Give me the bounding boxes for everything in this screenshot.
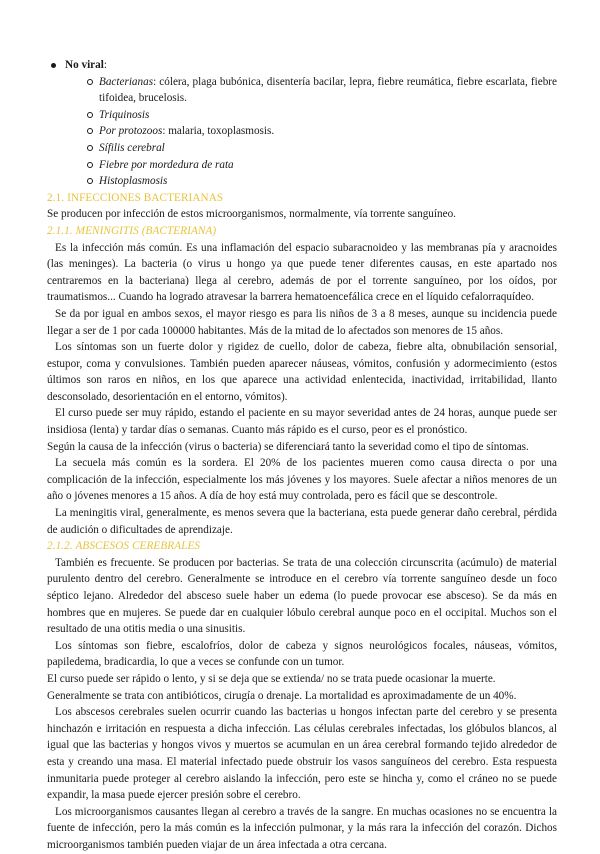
section-intro: Se producen por infección de estos microorganismos, normalmente, vía torrente sanguíneo. [47, 208, 456, 221]
item-name: Histoplasmosis [99, 175, 168, 188]
item-name: Por protozoos [99, 125, 163, 138]
circle-bullet-icon [87, 79, 93, 85]
paragraph: La secuela más común es la sordera. El 20% de los pacientes mueren como causa directa o por una complicación de la infección, especialmente los más jóvenes y los mayores. Suele afectar a niños menores de un año o jóvenes menores a 15 años. A día de hoy está muy controlada, pero es fácil que se descontrole. [47, 457, 557, 503]
document-page [47, 57, 557, 854]
circle-bullet-icon [87, 128, 93, 134]
circle-bullet-icon [87, 178, 93, 184]
sublist [65, 74, 557, 190]
item-name: Fiebre por mordedura de rata [99, 158, 234, 171]
circle-bullet-icon [87, 112, 93, 118]
item-detail: : cólera, plaga bubónica, disentería bacilar, lepra, fiebre reumática, fiebre escarlata, fiebre tifoidea, brucelosis. [99, 75, 557, 105]
list-label: No viral [65, 59, 104, 71]
list-label-colon: : [103, 59, 107, 71]
paragraph: Los abscesos cerebrales suelen ocurrir cuando las bacterias u hongos infectan parte del cerebro y se presenta hinchazón e irritación en respuesta a dicha infección. Las células cerebrales infectadas, los glóbulos blancos, al igual que las bacterias y hongos vivos y muertos se acumulan en un área cerebral formando tejido alrededor de esta y creando una masa. El material infectado puede obstruir los vasos sanguíneos del cerebro. Esta respuesta inmunitaria puede proteger al cerebro aislando la infección, pero este se hincha y, como el cráneo no se puede expandir, la masa puede ejercer presión sobre el cerebro. [47, 706, 557, 802]
cause-list [47, 57, 557, 190]
circle-bullet-icon [87, 162, 93, 168]
paragraph: Los microorganismos causantes llegan al cerebro a través de la sangre. En muchas ocasiones no se encuentra la fuente de infección, pero la más común es la infección pulmonar, y la más rara la infección del corazón. Dichos microorganismos también pueden viajar de un área infectada a otra cercana. [47, 805, 557, 851]
bullet-icon [51, 63, 56, 68]
paragraph: También es frecuente. Se producen por bacterias. Se trata de una colección circunscrita (acúmulo) de material purulento dentro del cerebro. Generalmente se introduce en el cerebro vía torrente sanguíneo desde un foco séptico lejano. Alrededor del absceso suele haber un edema (lo puede provocar ese absceso). Se da más en hombres que en mujeres. Se puede dar en cualquier lóbulo cerebral aunque poco en el occipital. Muchos son el resultado de una otitis media o una sinusitis. [47, 556, 557, 636]
item-detail: : malaria, toxoplasmosis. [162, 125, 275, 138]
paragraph: Generalmente se trata con antibióticos, cirugía o drenaje. La mortalidad es aproximadamente de un 40%. [47, 689, 517, 702]
section-heading: 2.1. INFECCIONES BACTERIANAS [47, 191, 224, 204]
paragraph: Los síntomas son un fuerte dolor y rigidez de cuello, dolor de cabeza, fiebre alta, obnubilación sensorial, estupor, coma y convulsiones. También pueden aparecer náuseas, vómitos, confusión y adormecimiento (estos últimos son raros en niños, en los que aparece una actividad enlentecida, inactividad, irritabilidad, llanto desconsolado, desorientación en el entorno, vómitos). [47, 341, 557, 403]
list-item [87, 173, 557, 190]
list-item [87, 140, 557, 157]
subsection-heading-meningitis: 2.1.1. MENINGITIS (BACTERIANA) [47, 224, 217, 237]
item-name: Triquinosis [99, 108, 150, 121]
list-item [87, 123, 557, 140]
list-item-no-viral [55, 57, 557, 190]
paragraph: La meningitis viral, generalmente, es menos severa que la bacteriana, esta puede generar daño cerebral, pérdida de audición o dificultades de aprendizaje. [47, 507, 557, 536]
item-name: Bacterianas [99, 75, 154, 88]
paragraph: El curso puede ser muy rápido, estando el paciente en su mayor severidad antes de 24 horas, aunque puede ser insidiosa (lenta) y tardar días o semanas. Cuanto más rápido es el curso, peor es el pronóstico. [47, 407, 557, 437]
paragraph: El curso puede ser rápido o lento, y si se deja que se extienda/ no se trata puede ocasionar la muerte. [47, 672, 496, 685]
list-item [87, 74, 557, 107]
list-item [87, 107, 557, 124]
list-item [87, 157, 557, 174]
item-name: Sífilis cerebral [99, 141, 165, 154]
subsection-heading-abscesos: 2.1.2. ABSCESOS CEREBRALES [47, 540, 201, 553]
circle-bullet-icon [87, 145, 93, 151]
paragraph: Según la causa de la infección (virus o bacteria) se diferenciará tanto la severidad como el tipo de síntomas. [47, 440, 529, 453]
paragraph: Los síntomas son fiebre, escalofríos, dolor de cabeza y signos neurológicos focales, náuseas, vómitos, papiledema, bradicardia, lo que a veces se confunde con un tumor. [47, 639, 557, 669]
paragraph: Es la infección más común. Es una inflamación del espacio subaracnoideo y las membranas pía y aracnoides (las meninges). La bacteria (o virus u hongo ya que puede tener diferentes causas, en este apartado nos centraremos en la bacteriana) llega al cerebro, además de por el torrente sanguíneo, por los oídos, por traumatismos... Cuando ha logrado atravesar la barrera hematoencefálica crece en el líquido cefalorraquídeo. [47, 241, 557, 304]
paragraph: Se da por igual en ambos sexos, el mayor riesgo es para lis niños de 3 a 8 meses, aunque su incidencia puede llegar a ser de 1 por cada 100000 habitantes. Más de la mitad de lo afectados son menores de 15 años. [47, 307, 557, 337]
